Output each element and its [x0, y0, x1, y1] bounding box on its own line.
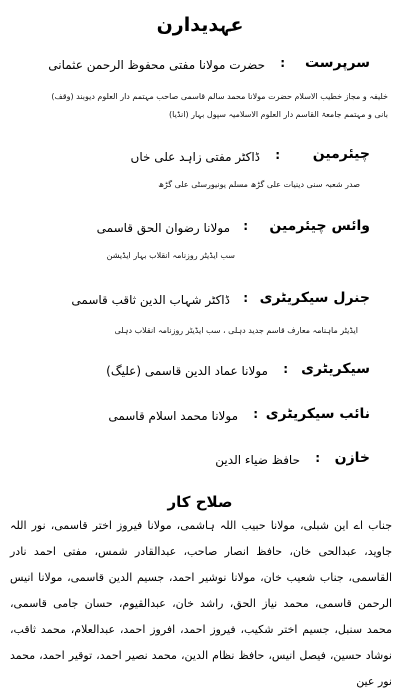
officer-detail: سب ایڈیٹر روزنامہ انقلاب بہار ایڈیشن — [106, 251, 235, 260]
advisory-council-heading: صلاح کار — [167, 493, 233, 511]
separator-colon: : — [280, 56, 285, 70]
officer-detail: ایڈیٹر ماہنامہ معارف قاسم جدید دہلی ، سب ایڈیٹر روزنامہ انقلاب دہلی — [114, 326, 358, 335]
officer-role-deputy-secretary: نائب سیکریٹری — [265, 406, 370, 422]
officer-name-patron: حضرت مولانا مفتی محفوظ الرحمن عثمانی — [48, 58, 265, 72]
officer-detail: بانی و مہتمم جامعۃ القاسم دار العلوم الاسلامیہ سپول بہار (انڈیا) — [169, 110, 388, 119]
officer-role-vice-chairman: وائس چیئرمین — [269, 218, 370, 234]
officer-name-chairman: ڈاکٹر مفتی زاہد علی خاں — [130, 150, 260, 164]
officer-name-secretary: مولانا عماد الدین قاسمی (علیگ) — [106, 364, 268, 378]
officer-detail: صدر شعبہ سنی دینیات علی گڑھ مسلم یونیورسٹی علی گڑھ — [158, 180, 360, 189]
officer-name-deputy-secretary: مولانا محمد اسلام قاسمی — [108, 409, 238, 423]
separator-colon: : — [275, 148, 280, 162]
separator-colon: : — [243, 219, 248, 233]
officer-role-secretary: سیکریٹری — [301, 361, 370, 377]
officer-role-general-secretary: جنرل سیکریٹری — [259, 290, 370, 306]
officer-detail: خلیفہ و مجاز خطیب الاسلام حضرت مولانا محمد سالم قاسمی صاحب مہتمم دار العلوم دیوبند (وقف) — [51, 92, 388, 101]
advisory-council-members: جناب اے این شبلی، مولانا حبیب اللہ ہاشمی، مولانا فیروز اختر قاسمی، نور اللہ جاوید، عبدالحی خان، حافظ انصار صاحب، عبدالقادر شمس، مفتی احمد نادر القاسمی، جناب شعیب خان، مولانا نوشیر احمد، جسیم الدین قاسمی، مولانا انیس الرحمن قاسمی، محمد نیاز الحق، راشد خان، عبدالقیوم، حسان جامی قاسمی، محمد سنبل، جسیم اختر شکیب، فیروز احمد، افروز احمد، عبدالعلام، محمد ثاقب، نوشاد حسین، فیصل انیس، حافظ نظام الدین، محمد نصیر احمد، توقیر احمد، محمد نور عین — [10, 519, 392, 688]
officer-name-general-secretary: ڈاکٹر شہاب الدین ثاقب قاسمی — [71, 293, 230, 307]
officer-role-chairman: چیئرمین — [312, 146, 370, 162]
separator-colon: : — [243, 291, 248, 305]
separator-colon: : — [253, 407, 258, 421]
separator-colon: : — [315, 451, 320, 465]
officer-role-patron: سرپرست — [304, 55, 370, 71]
separator-colon: : — [283, 362, 288, 376]
officer-name-treasurer: حافظ ضیاء الدین — [215, 453, 300, 467]
officer-role-treasurer: خازن — [334, 450, 370, 466]
officer-name-vice-chairman: مولانا رضوان الحق قاسمی — [96, 221, 230, 235]
page-title: عہدیدارن — [156, 14, 244, 36]
